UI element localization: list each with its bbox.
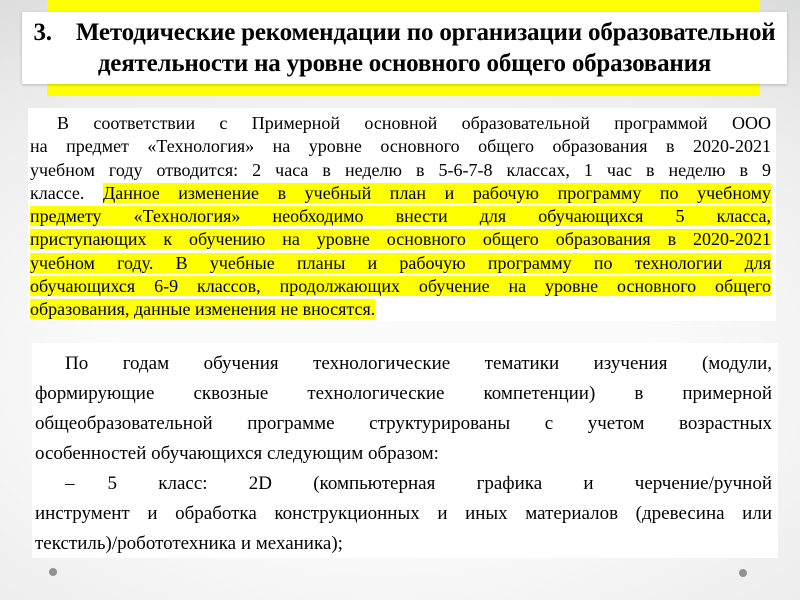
body-text: 5 класс: 2D (компьютерная графика и черчение/ручной (107, 473, 772, 494)
body-line (30, 275, 771, 298)
body-line (35, 409, 772, 439)
body-text: инструмент и обработка конструкционных и иных материалов (древесина или (35, 503, 772, 524)
decorative-dot-left (49, 568, 57, 576)
body-text: учебном году отводится: 2 часа в неделю в 5-6-7-8 классах, 1 час в неделю в 9 (30, 159, 771, 180)
body-line (35, 349, 772, 379)
title-box (22, 12, 787, 84)
title-text: деятельности на уровне основного общего образования (97, 50, 712, 77)
text-block-curriculum (28, 108, 776, 321)
body-line (35, 379, 772, 409)
body-line (35, 439, 772, 469)
bullet-dash: – (65, 473, 75, 494)
body-text: классе. (30, 182, 103, 203)
body-text: общеобразовательной программе структурированы с учетом возрастных (35, 413, 772, 434)
body-text: на предмет «Технология» на уровне основного общего образования в 2020-2021 (30, 136, 771, 157)
text-block-modules (32, 343, 778, 558)
bullet-line (35, 499, 772, 529)
body-text: В соответствии с Примерной основной образовательной программой ООО (57, 113, 771, 133)
highlighted-text: учебном году. В учебные планы и рабочую программу по технологии для (30, 252, 771, 273)
body-text: текстиль)/робототехника и механика); (35, 533, 343, 554)
body-line (30, 182, 771, 205)
body-line (30, 205, 771, 228)
body-text: формирующие сквозные технологические компетенции) в примерной (35, 383, 772, 404)
highlighted-text: Данное изменение в учебный план и рабочую программу по учебному (102, 182, 772, 203)
body-line (30, 252, 771, 275)
highlighted-text: образования, данные изменения не вносятся. (30, 299, 376, 320)
title-number: 3. (33, 19, 52, 46)
slide-title-line-2 (22, 48, 787, 79)
body-line (30, 135, 771, 158)
body-text: особенностей обучающихся следующим образом: (35, 443, 439, 464)
body-line (30, 112, 771, 135)
slide-title-line-1 (22, 17, 787, 48)
highlighted-text: приступающих к обучению на уровне основного общего образования в 2020-2021 (30, 229, 771, 250)
bullet-line (35, 469, 772, 499)
highlighted-text: предмету «Технология» необходимо внести для обучающихся 5 класса, (30, 206, 771, 227)
body-text: По годам обучения технологические тематики изучения (модули, (65, 353, 772, 374)
body-line (30, 298, 771, 321)
body-line (30, 228, 771, 251)
decorative-dot-right (739, 569, 747, 577)
title-text: Методические рекомендации по организации образовательной (75, 19, 776, 46)
body-line (30, 159, 771, 182)
highlighted-text: обучающихся 6-9 классов, продолжающих обучение на уровне основного общего (30, 276, 771, 297)
bullet-line (35, 529, 772, 559)
